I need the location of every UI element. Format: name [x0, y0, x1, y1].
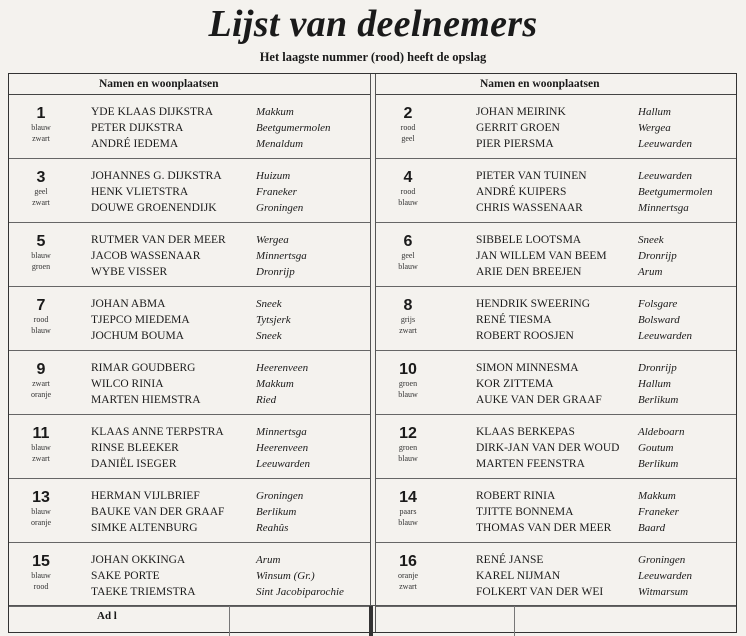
team-color: zwart [32, 454, 50, 463]
player-row [476, 568, 692, 584]
team-number-block [9, 223, 73, 272]
player-name: DOUWE GROENENDIJK [91, 202, 217, 214]
player-row [476, 440, 684, 456]
team-entry [376, 479, 736, 543]
player-row [476, 312, 692, 328]
player-list [476, 360, 678, 408]
player-row [91, 552, 344, 568]
player-town: Reahûs [256, 522, 289, 534]
player-name: FOLKERT VAN DER WEI [476, 586, 604, 598]
player-row [91, 360, 308, 376]
team-entry [376, 223, 736, 287]
player-town: Franeker [256, 186, 297, 198]
team-color: blauw [31, 123, 51, 132]
team-number: 13 [32, 489, 50, 506]
team-entry [376, 415, 736, 479]
team-color: rood [33, 582, 49, 591]
player-row [91, 456, 310, 472]
team-entry [9, 479, 370, 543]
player-name: RENÉ JANSE [476, 554, 544, 566]
player-row [476, 104, 692, 120]
player-town: Groningen [638, 554, 686, 566]
team-entry [9, 351, 370, 415]
player-row [476, 392, 678, 408]
player-town: Wergea [638, 122, 671, 134]
team-color: rood [33, 315, 49, 324]
team-color: blauw [398, 262, 418, 271]
left-column [9, 74, 371, 632]
player-name: ANDRÉ IEDEMA [91, 138, 179, 150]
player-list [91, 168, 303, 216]
player-name: JOCHUM BOUMA [91, 330, 184, 342]
player-town: Minnertsga [256, 426, 307, 438]
player-name: GERRIT GROEN [476, 122, 560, 134]
player-town: Leeuwarden [256, 458, 310, 470]
player-town: Goutum [638, 442, 674, 454]
team-number-block [376, 287, 440, 336]
player-name: JOHAN OKKINGA [91, 554, 186, 566]
player-row [476, 120, 692, 136]
player-town: Arum [638, 266, 663, 278]
player-town: Leeuwarden [638, 330, 692, 342]
player-name: TAEKE TRIEMSTRA [91, 586, 196, 598]
player-row [91, 136, 331, 152]
player-town: Huizum [256, 170, 291, 182]
player-list [91, 360, 308, 408]
player-town: Winsum (Gr.) [256, 570, 315, 582]
team-number-block [376, 223, 440, 272]
player-row [476, 248, 677, 264]
player-town: Dronrijp [638, 250, 677, 262]
column-header-label: Namen en woonplaatsen [99, 78, 219, 90]
player-name: ANDRÉ KUIPERS [476, 186, 567, 198]
player-row [91, 296, 291, 312]
player-town: Leeuwarden [638, 570, 692, 582]
player-row [91, 328, 291, 344]
team-color: zwart [32, 379, 50, 388]
team-entry [376, 351, 736, 415]
footer-text: Ad l [97, 610, 117, 622]
team-number: 9 [36, 361, 46, 378]
team-number-block [9, 543, 73, 592]
player-town: Berlikum [638, 394, 679, 406]
right-column [375, 74, 736, 632]
player-town: Tytsjerk [256, 314, 291, 326]
team-color: geel [34, 187, 48, 196]
player-name: RUTMER VAN DER MEER [91, 234, 226, 246]
team-color: groen [398, 443, 418, 452]
player-row [476, 584, 692, 600]
player-name: SAKE PORTE [91, 570, 160, 582]
player-name: PETER DIJKSTRA [91, 122, 184, 134]
team-color: blauw [31, 251, 51, 260]
player-town: Dronrijp [638, 362, 677, 374]
team-color: zwart [32, 134, 50, 143]
player-town: Leeuwarden [638, 170, 692, 182]
player-name: JACOB WASSENAAR [91, 250, 201, 262]
team-entry [376, 95, 736, 159]
player-row [476, 296, 692, 312]
player-list [476, 552, 692, 600]
team-entry [9, 287, 370, 351]
player-town: Arum [256, 554, 281, 566]
player-name: JOHAN ABMA [91, 298, 166, 310]
player-town: Hallum [638, 378, 671, 390]
team-color: groen [31, 262, 51, 271]
player-name: SIBBELE LOOTSMA [476, 234, 582, 246]
player-list [91, 104, 331, 152]
player-row [91, 584, 344, 600]
player-row [91, 392, 308, 408]
player-name: JAN WILLEM VAN BEEM [476, 250, 607, 262]
player-town: Beetgumermolen [256, 122, 331, 134]
player-list [476, 296, 692, 344]
player-town: Sneek [256, 330, 282, 342]
team-number-block [376, 159, 440, 208]
player-row [476, 424, 684, 440]
team-color: blauw [398, 518, 418, 527]
player-name: HENDRIK SWEERING [476, 298, 591, 310]
player-row [476, 520, 679, 536]
column-header [9, 74, 370, 95]
player-name: RIMAR GOUDBERG [91, 362, 196, 374]
player-name: JOHANNES G. DIJKSTRA [91, 170, 222, 182]
player-name: ROBERT RINIA [476, 490, 556, 502]
player-list [91, 488, 303, 536]
player-town: Witmarsum [638, 586, 689, 598]
player-name: TJITTE BONNEMA [476, 506, 574, 518]
team-number: 8 [403, 297, 413, 314]
player-town: Wergea [256, 234, 289, 246]
team-number-block [9, 415, 73, 464]
player-row [476, 264, 677, 280]
player-row [91, 568, 344, 584]
player-town: Folsgare [638, 298, 678, 310]
player-name: HENK VLIETSTRA [91, 186, 189, 198]
player-name: PIETER VAN TUINEN [476, 170, 587, 182]
player-town: Makkum [256, 378, 294, 390]
left-entries [9, 95, 370, 607]
team-color: blauw [31, 507, 51, 516]
player-name: RINSE BLEEKER [91, 442, 179, 454]
player-town: Makkum [256, 106, 294, 118]
player-row [91, 312, 291, 328]
player-list [91, 552, 344, 600]
player-town: Makkum [638, 490, 676, 502]
player-row [91, 264, 307, 280]
team-number: 5 [36, 233, 46, 250]
player-town: Bolsward [638, 314, 680, 326]
player-name: RENÉ TIESMA [476, 314, 552, 326]
player-row [91, 424, 310, 440]
team-color: rood [400, 123, 416, 132]
player-row [476, 504, 679, 520]
team-number: 14 [399, 489, 417, 506]
team-number: 11 [32, 425, 50, 442]
player-row [91, 104, 331, 120]
team-entry [376, 159, 736, 223]
player-town: Sneek [638, 234, 664, 246]
player-town: Baard [638, 522, 666, 534]
team-number-block [9, 351, 73, 400]
team-color: blauw [31, 571, 51, 580]
player-name: DIRK-JAN VAN DER WOUD [476, 442, 620, 454]
player-row [91, 168, 303, 184]
team-entry [9, 415, 370, 479]
player-name: KAREL NIJMAN [476, 570, 561, 582]
team-number-block [9, 287, 73, 336]
player-name: TJEPCO MIEDEMA [91, 314, 190, 326]
player-list [476, 104, 692, 152]
player-name: DANIËL ISEGER [91, 458, 177, 470]
team-entry [9, 543, 370, 607]
team-number-block [9, 479, 73, 528]
column-header [376, 74, 736, 95]
player-row [91, 488, 303, 504]
player-row [476, 376, 678, 392]
player-name: KLAAS ANNE TERPSTRA [91, 426, 224, 438]
player-row [91, 520, 303, 536]
player-name: YDE KLAAS DIJKSTRA [91, 106, 214, 118]
player-row [91, 504, 303, 520]
player-row [476, 200, 713, 216]
team-number: 7 [36, 297, 46, 314]
team-number-block [376, 415, 440, 464]
team-number-block [9, 159, 73, 208]
player-town: Sint Jacobiparochie [256, 586, 344, 598]
player-row [476, 488, 679, 504]
player-town: Hallum [638, 106, 671, 118]
team-color: blauw [31, 326, 51, 335]
player-row [476, 232, 677, 248]
page-title: Lijst van deelnemers [208, 3, 538, 45]
player-name: PIER PIERSMA [476, 138, 554, 150]
footer-divider [229, 606, 230, 636]
team-color: blauw [398, 390, 418, 399]
player-list [476, 424, 684, 472]
team-number: 15 [32, 553, 50, 570]
team-entry [376, 287, 736, 351]
team-number: 3 [36, 169, 46, 186]
player-town: Minnertsga [638, 202, 689, 214]
player-name: SIMKE ALTENBURG [91, 522, 198, 534]
player-name: THOMAS VAN DER MEER [476, 522, 612, 534]
footer-divider [369, 606, 373, 636]
team-color: zwart [32, 198, 50, 207]
team-number: 12 [399, 425, 417, 442]
player-row [91, 200, 303, 216]
player-row [91, 376, 308, 392]
player-town: Sneek [256, 298, 282, 310]
team-number-block [9, 95, 73, 144]
team-color: geel [401, 134, 415, 143]
player-town: Leeuwarden [638, 138, 692, 150]
player-list [476, 168, 713, 216]
player-town: Berlikum [256, 506, 297, 518]
player-name: SIMON MINNESMA [476, 362, 579, 374]
team-color: blauw [31, 443, 51, 452]
player-row [476, 328, 692, 344]
team-entry [9, 223, 370, 287]
player-town: Ried [256, 394, 277, 406]
player-town: Menaldum [256, 138, 304, 150]
player-row [476, 136, 692, 152]
player-row [91, 184, 303, 200]
player-row [91, 120, 331, 136]
player-town: Groningen [256, 490, 304, 502]
table-footer [9, 605, 736, 636]
team-color: oranje [398, 571, 418, 580]
team-color: grijs [400, 315, 416, 324]
team-color: geel [401, 251, 415, 260]
team-entry [9, 159, 370, 223]
player-row [476, 168, 713, 184]
player-name: CHRIS WASSENAAR [476, 202, 583, 214]
player-name: JOHAN MEIRINK [476, 106, 566, 118]
player-town: Minnertsga [256, 250, 307, 262]
team-number-block [376, 351, 440, 400]
column-header-label: Namen en woonplaatsen [480, 78, 600, 90]
player-name: BAUKE VAN DER GRAAF [91, 506, 225, 518]
player-name: WYBE VISSER [91, 266, 168, 278]
team-number: 2 [403, 105, 413, 122]
player-list [91, 232, 307, 280]
team-number-block [376, 543, 440, 592]
team-number-block [376, 479, 440, 528]
player-name: ARIE DEN BREEJEN [476, 266, 582, 278]
player-name: WILCO RINIA [91, 378, 164, 390]
page-subtitle: Het laagste nummer (rood) heeft de opslag [259, 50, 487, 64]
team-number: 6 [403, 233, 413, 250]
player-town: Berlikum [638, 458, 679, 470]
team-entry [9, 95, 370, 159]
team-color: groen [398, 379, 418, 388]
player-name: KLAAS BERKEPAS [476, 426, 575, 438]
team-color: oranje [31, 518, 51, 527]
participants-table [8, 73, 737, 633]
player-row [476, 552, 692, 568]
player-name: MARTEN FEENSTRA [476, 458, 585, 470]
player-town: Groningen [256, 202, 304, 214]
player-row [91, 232, 307, 248]
team-color: zwart [399, 582, 417, 591]
player-row [476, 360, 678, 376]
player-list [476, 232, 677, 280]
player-name: KOR ZITTEMA [476, 378, 554, 390]
player-row [476, 456, 684, 472]
team-color: zwart [399, 326, 417, 335]
team-number: 10 [399, 361, 417, 378]
team-number: 16 [399, 553, 417, 570]
player-town: Heerenveen [256, 442, 309, 454]
player-name: HERMAN VIJLBRIEF [91, 490, 200, 502]
player-row [91, 440, 310, 456]
team-color: blauw [398, 198, 418, 207]
player-list [91, 296, 291, 344]
right-entries [376, 95, 736, 607]
team-color: blauw [398, 454, 418, 463]
footer-divider [514, 606, 515, 636]
player-row [91, 248, 307, 264]
player-name: AUKE VAN DER GRAAF [476, 394, 602, 406]
player-town: Beetgumermolen [638, 186, 713, 198]
player-name: ROBERT ROOSJEN [476, 330, 574, 342]
player-row [476, 184, 713, 200]
team-color: paars [399, 507, 417, 516]
player-list [91, 424, 310, 472]
team-number: 4 [403, 169, 413, 186]
player-name: MARTEN HIEMSTRA [91, 394, 201, 406]
player-town: Heerenveen [256, 362, 309, 374]
player-town: Dronrijp [256, 266, 295, 278]
team-number-block [376, 95, 440, 144]
team-color: oranje [31, 390, 51, 399]
team-number: 1 [36, 105, 46, 122]
player-list [476, 488, 679, 536]
player-town: Franeker [638, 506, 679, 518]
team-color: rood [400, 187, 416, 196]
player-town: Aldeboarn [638, 426, 685, 438]
team-entry [376, 543, 736, 607]
